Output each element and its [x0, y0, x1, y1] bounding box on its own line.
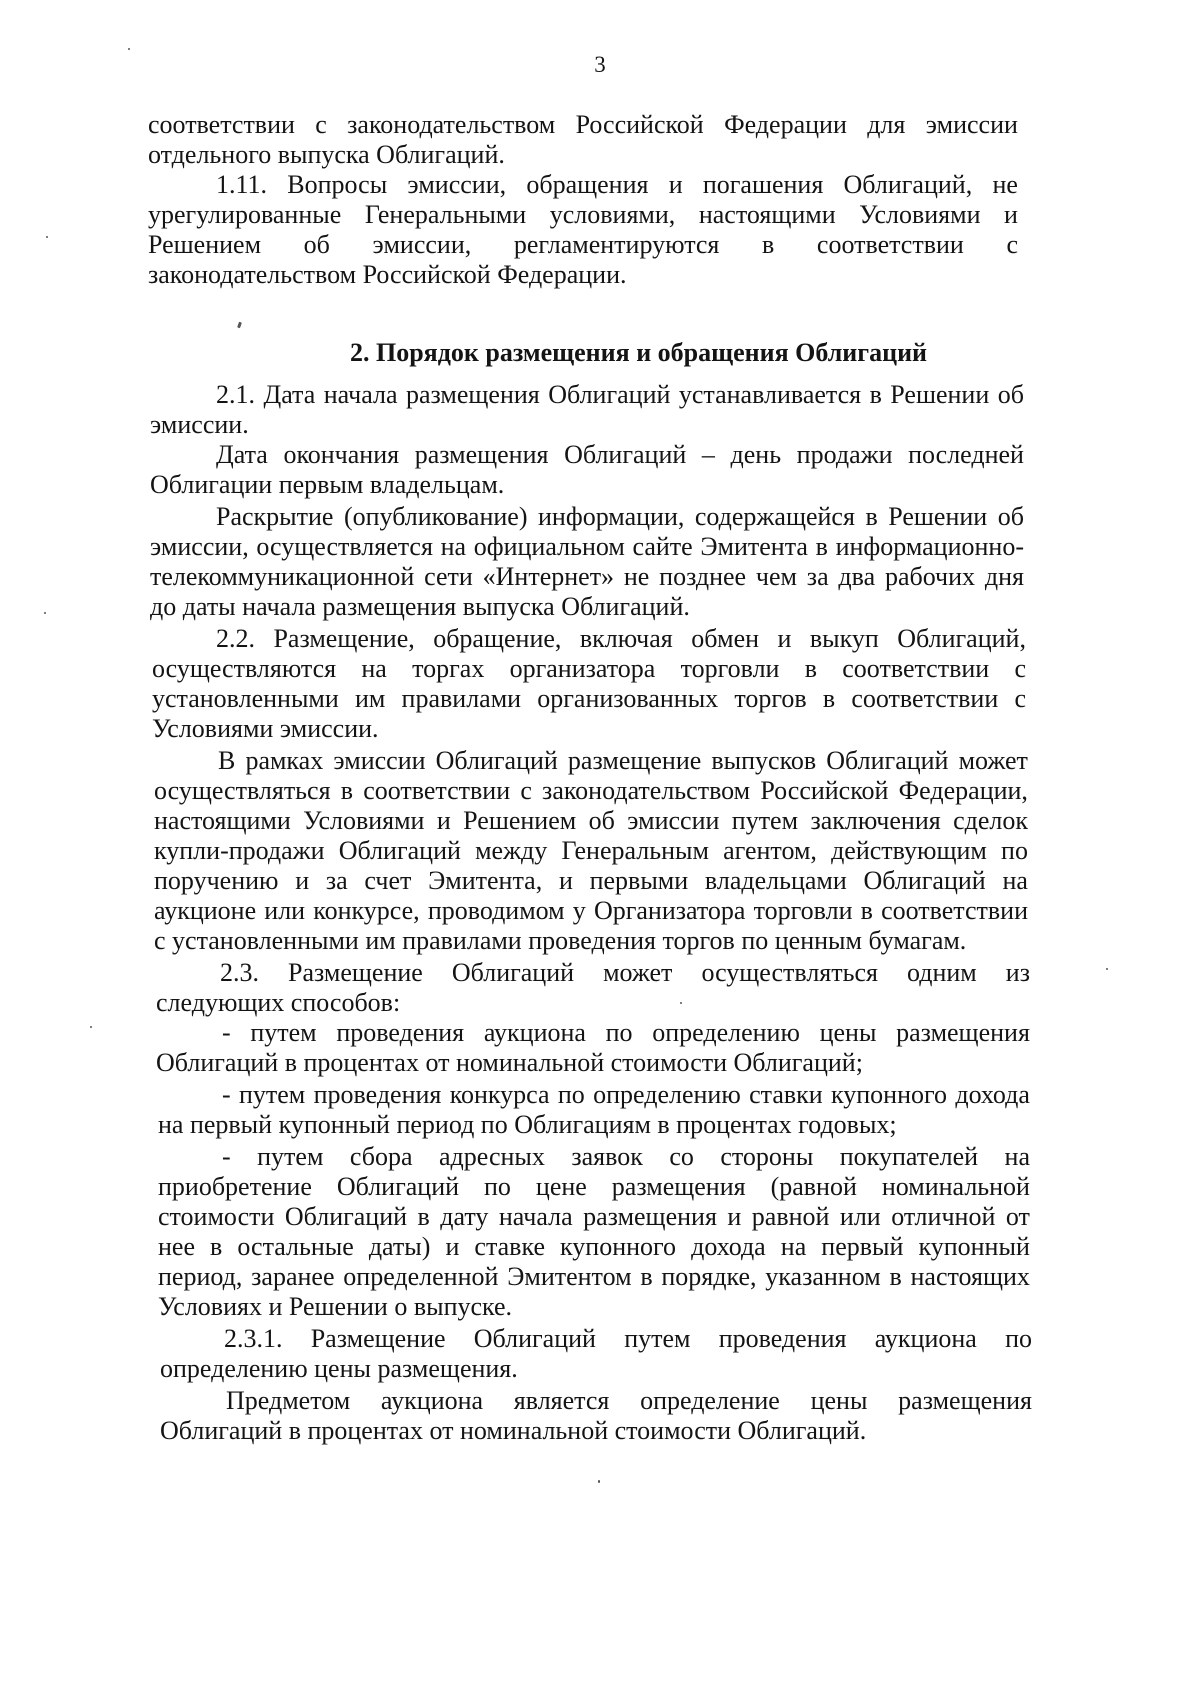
text-line — [150, 562, 1024, 592]
word: сайте — [632, 532, 693, 561]
word: размещения — [896, 1018, 1030, 1047]
text-line: определению цены размещения. — [160, 1354, 518, 1383]
word: Облигаций — [336, 1172, 460, 1201]
word: информационно- — [835, 532, 1024, 561]
word: приобретение — [158, 1172, 312, 1201]
text-line — [158, 1262, 1030, 1292]
word: Эмитента, — [428, 866, 543, 895]
word: путем — [238, 1080, 306, 1109]
word: об — [588, 806, 615, 835]
word: равной — [751, 1202, 830, 1231]
word: ставке — [474, 1232, 545, 1261]
word: - — [222, 1018, 231, 1047]
word: включая — [579, 624, 673, 653]
word: конкурса — [449, 1080, 550, 1109]
word: по — [605, 1018, 633, 1047]
text-line: отдельного выпуска Облигаций. — [148, 140, 505, 169]
word: стороны — [720, 1142, 814, 1171]
word: из — [1005, 958, 1030, 987]
text-line — [222, 1080, 1030, 1110]
text-line: Облигации первым владельцам. — [150, 470, 505, 499]
word: торговли — [680, 654, 780, 683]
scan-speck — [44, 612, 46, 614]
word: Федерации, — [898, 776, 1028, 805]
word: остальные — [237, 1232, 354, 1261]
text-line — [158, 1172, 1030, 1202]
word: с — [1014, 654, 1026, 683]
word: соответствии — [816, 230, 964, 259]
text-line — [154, 896, 1028, 926]
word: Размещение, — [273, 624, 415, 653]
word: заранее — [251, 1262, 335, 1291]
word: в — [889, 1262, 902, 1291]
word: и — [436, 806, 451, 835]
word: стоимости — [158, 1202, 275, 1231]
word: путем — [624, 1324, 691, 1353]
word: дня — [984, 562, 1024, 591]
word: продажи — [796, 440, 893, 469]
word: путем — [731, 806, 799, 835]
word: покупателей — [839, 1142, 979, 1171]
word: по — [1001, 836, 1028, 865]
word: конкурсе, — [313, 896, 420, 925]
word: выкуп — [809, 624, 879, 653]
word: по — [557, 1080, 585, 1109]
word: соответствии — [851, 684, 999, 713]
word: Эмитента — [700, 532, 808, 561]
word: или — [839, 1202, 881, 1231]
word: 1.11. — [216, 170, 268, 199]
word: не — [623, 562, 650, 591]
text-line — [216, 502, 1024, 532]
word: позднее — [659, 562, 747, 591]
word: поручению — [154, 866, 279, 895]
text-line: Облигаций в процентах от номинальной стоимости Облигаций; — [156, 1048, 863, 1077]
word: Решением — [463, 806, 577, 835]
word: Облигаций — [548, 380, 671, 409]
word: чем — [755, 562, 797, 591]
word: в — [340, 776, 354, 805]
word: правилами — [401, 684, 522, 713]
word: проведения — [313, 1080, 442, 1109]
word: рамках — [245, 746, 324, 775]
word: содержащейся — [694, 502, 855, 531]
word: размещения — [583, 1202, 717, 1231]
word: в — [822, 684, 836, 713]
word: телекоммуникационной — [150, 562, 415, 591]
word: размещения — [405, 380, 540, 409]
word: информации, — [538, 502, 685, 531]
word: обмен — [691, 624, 760, 653]
word: и — [445, 1232, 460, 1261]
word: определению — [593, 1080, 741, 1109]
word: с — [315, 110, 327, 139]
text-line — [158, 1232, 1030, 1262]
word: на — [1004, 1142, 1030, 1171]
word: погашения — [702, 170, 824, 199]
word: период, — [158, 1262, 243, 1291]
word: одним — [907, 958, 977, 987]
word: последней — [908, 440, 1024, 469]
word: аукциона — [874, 1324, 977, 1353]
word: и — [727, 1202, 742, 1231]
word: ставки — [749, 1080, 823, 1109]
word: Дата — [263, 380, 316, 409]
word: и — [558, 866, 573, 895]
word: эмиссии — [627, 806, 720, 835]
word: (опубликование) — [343, 502, 528, 531]
word: рабочих — [884, 562, 976, 591]
word: об — [997, 502, 1024, 531]
text-line — [220, 958, 1030, 988]
word: соответствии — [881, 896, 1028, 925]
text-line — [154, 806, 1028, 836]
word: выпусков — [711, 746, 817, 775]
word: Облигаций, — [843, 170, 973, 199]
word: в — [865, 502, 878, 531]
word: осуществляется — [256, 532, 433, 561]
word: Решении — [888, 502, 988, 531]
word: Облигаций — [338, 836, 461, 865]
text-line — [154, 866, 1028, 896]
text-line — [224, 1324, 1032, 1354]
page-number: 3 — [594, 52, 606, 77]
text-line: на первый купонный период по Облигациям в процентах годовых; — [158, 1110, 897, 1139]
word: в — [210, 1232, 223, 1261]
word: цены — [810, 1386, 868, 1415]
word: условиями, — [549, 200, 676, 229]
word: может — [958, 746, 1028, 775]
word: заключения — [810, 806, 941, 835]
word: размещения — [414, 440, 549, 469]
word: организованных — [537, 684, 719, 713]
word: и — [668, 170, 683, 199]
word: эмиссии — [333, 746, 426, 775]
word: купонного — [560, 1232, 677, 1261]
word: сети — [424, 562, 473, 591]
text-line — [150, 532, 1024, 562]
word: соответствии — [842, 654, 990, 683]
word: начала — [498, 1202, 573, 1231]
word: аукциона — [380, 1386, 484, 1415]
word: определенной — [343, 1262, 499, 1291]
text-line — [216, 380, 1024, 410]
word: «Интернет» — [482, 562, 615, 591]
text-line: следующих способов: — [156, 988, 401, 1017]
word: от — [1005, 1202, 1030, 1231]
text-line — [216, 440, 1024, 470]
word: или — [264, 896, 306, 925]
word: купонный — [918, 1232, 1030, 1261]
word: Размещение — [310, 1324, 446, 1353]
word: владельцами — [704, 866, 847, 895]
word: организатора — [509, 654, 656, 683]
word: со — [669, 1142, 694, 1171]
scan-speck — [680, 1002, 682, 1004]
word: Условиями — [859, 200, 981, 229]
word: проводимом — [427, 896, 565, 925]
word: настоящими — [154, 806, 291, 835]
word: агентом, — [723, 836, 817, 865]
word: - — [222, 1080, 231, 1109]
word: на — [780, 1232, 807, 1261]
word: эмиссии — [925, 110, 1018, 139]
word: путем — [257, 1142, 324, 1171]
word: Условиями — [303, 806, 425, 835]
word: Российской — [760, 776, 889, 805]
text-line — [148, 110, 1018, 140]
word: об — [997, 380, 1024, 409]
word: в — [815, 532, 828, 561]
word: в — [640, 1262, 653, 1291]
word: между — [475, 836, 548, 865]
word: на — [361, 654, 387, 683]
word: путем — [250, 1018, 317, 1047]
word: дату — [440, 1202, 489, 1231]
word: официальном — [473, 532, 625, 561]
word: дохода — [955, 1080, 1030, 1109]
text-line — [216, 624, 1026, 654]
word: установленными — [152, 684, 339, 713]
word: является — [513, 1386, 610, 1415]
word: первыми — [589, 866, 689, 895]
word: регламентируются — [513, 230, 720, 259]
text-line: Облигаций в процентах от номинальной стоимости Облигаций. — [160, 1416, 867, 1445]
word: законодательством — [542, 776, 751, 805]
word: урегулированные — [148, 200, 342, 229]
word: и — [295, 866, 310, 895]
word: цены — [819, 1018, 877, 1047]
word: аукционе — [154, 896, 257, 925]
text-line: с установленными им правилами проведения торгов по ценным бумагам. — [154, 926, 967, 955]
text-line — [226, 1386, 1032, 1416]
word: в — [417, 1202, 430, 1231]
text-line: Условиями эмиссии. — [152, 714, 379, 743]
word: номинальной — [881, 1172, 1030, 1201]
word: у — [572, 896, 586, 925]
word: окончания — [283, 440, 400, 469]
word: с — [520, 776, 532, 805]
word: за — [325, 866, 348, 895]
scan-speck — [46, 236, 48, 238]
word: с — [1006, 230, 1018, 259]
word: Облигаций — [863, 866, 986, 895]
word: по — [484, 1172, 511, 1201]
text-line: законодательством Российской Федерации. — [148, 260, 627, 289]
word: в — [869, 380, 882, 409]
word: аукциона — [483, 1018, 586, 1047]
word: и — [777, 624, 792, 653]
word: первый — [821, 1232, 904, 1261]
word: Облигаций — [473, 1324, 596, 1353]
word: определению — [652, 1018, 800, 1047]
word: Федерации — [724, 110, 847, 139]
text-line — [222, 1142, 1030, 1172]
word: купонного — [831, 1080, 948, 1109]
word: указанном — [765, 1262, 881, 1291]
scan-speck — [90, 1026, 92, 1028]
word: торговли — [753, 896, 853, 925]
word: размещение — [567, 746, 702, 775]
word: дохода — [691, 1232, 766, 1261]
word: В — [218, 746, 236, 775]
word: осуществляться — [154, 776, 331, 805]
word: Дата — [216, 440, 268, 469]
word: за — [806, 562, 829, 591]
word: - — [222, 1142, 231, 1171]
word: Эмитентом — [507, 1262, 632, 1291]
text-line — [218, 746, 1028, 776]
word: для — [867, 110, 906, 139]
text-line — [158, 1202, 1030, 1232]
word: по — [1005, 1324, 1032, 1353]
section-heading: 2. Порядок размещения и обращения Облигаций — [350, 338, 928, 367]
word: размещения — [898, 1386, 1032, 1415]
word: соответствии — [148, 110, 295, 139]
text-line — [154, 836, 1028, 866]
word: Облигаций — [435, 746, 558, 775]
word: в — [804, 654, 817, 683]
text-line — [154, 776, 1028, 806]
word: не — [992, 170, 1018, 199]
word: может — [603, 958, 673, 987]
word: 2.3. — [220, 958, 259, 987]
word: размещения — [611, 1172, 746, 1201]
word: (равной — [770, 1172, 857, 1201]
word: на — [440, 532, 467, 561]
word: в — [762, 230, 775, 259]
word: Организатора — [593, 896, 746, 925]
word: и — [1004, 200, 1018, 229]
word: Облигаций, — [897, 624, 1026, 653]
scan-speck — [237, 322, 242, 329]
word: отличной — [891, 1202, 996, 1231]
word: Облигаций — [826, 746, 949, 775]
text-line — [152, 654, 1026, 684]
text-line — [148, 200, 1018, 230]
scan-speck — [598, 1480, 600, 1483]
word: Облигаций — [451, 958, 575, 987]
word: Решением — [148, 230, 262, 259]
word: об — [303, 230, 330, 259]
text-line: до даты начала размещения выпуска Облигаций. — [150, 592, 690, 621]
text-line — [222, 1018, 1030, 1048]
word: устанавливается — [678, 380, 862, 409]
word: Решении — [890, 380, 990, 409]
word: нее — [158, 1232, 195, 1261]
word: на — [1002, 866, 1028, 895]
word: обращение, — [433, 624, 562, 653]
word: – — [701, 440, 715, 469]
word: настоящих — [910, 1262, 1030, 1291]
word: обращения — [526, 170, 649, 199]
scan-speck — [1106, 968, 1108, 970]
word: определение — [640, 1386, 780, 1415]
word: соответствии — [363, 776, 511, 805]
word: Предметом — [226, 1386, 351, 1415]
word: в — [860, 896, 873, 925]
word: 2.2. — [216, 624, 255, 653]
word: настоящими — [698, 200, 836, 229]
word: два — [838, 562, 876, 591]
word: 2.3.1. — [224, 1324, 283, 1353]
word: счет — [364, 866, 412, 895]
text-line — [148, 230, 1018, 260]
scan-speck — [128, 48, 130, 50]
word: действующим — [831, 836, 987, 865]
word: порядке, — [661, 1262, 757, 1291]
text-line — [216, 170, 1018, 200]
word: Генеральными — [364, 200, 527, 229]
word: заявок — [571, 1142, 643, 1171]
word: Российской — [575, 110, 704, 139]
word: Генеральным — [561, 836, 709, 865]
word: эмиссии, — [407, 170, 507, 199]
word: осуществляться — [701, 958, 878, 987]
word: Облигаций — [564, 440, 687, 469]
word: законодательством — [347, 110, 556, 139]
word: торгах — [412, 654, 485, 683]
word: сделок — [953, 806, 1028, 835]
word: адресных — [439, 1142, 545, 1171]
word: торгов — [734, 684, 807, 713]
word: им — [354, 684, 386, 713]
word: сбора — [349, 1142, 413, 1171]
word: цене — [535, 1172, 587, 1201]
word: эмиссии, — [150, 532, 249, 561]
word: Раскрытие — [216, 502, 334, 531]
word: начала — [323, 380, 398, 409]
word: эмиссии, — [372, 230, 472, 259]
word: проведения — [718, 1324, 847, 1353]
word: 2.1. — [216, 380, 255, 409]
word: осуществляются — [152, 654, 337, 683]
word: проведения — [336, 1018, 465, 1047]
text-line: эмиссии. — [150, 410, 249, 439]
word: Вопросы — [287, 170, 388, 199]
word: день — [730, 440, 782, 469]
word: купли-продажи — [154, 836, 325, 865]
word: с — [1014, 684, 1026, 713]
text-line: Условиях и Решении о выпуске. — [158, 1292, 513, 1321]
word: Размещение — [288, 958, 423, 987]
word: даты) — [368, 1232, 431, 1261]
text-line — [152, 684, 1026, 714]
word: Облигаций — [284, 1202, 408, 1231]
